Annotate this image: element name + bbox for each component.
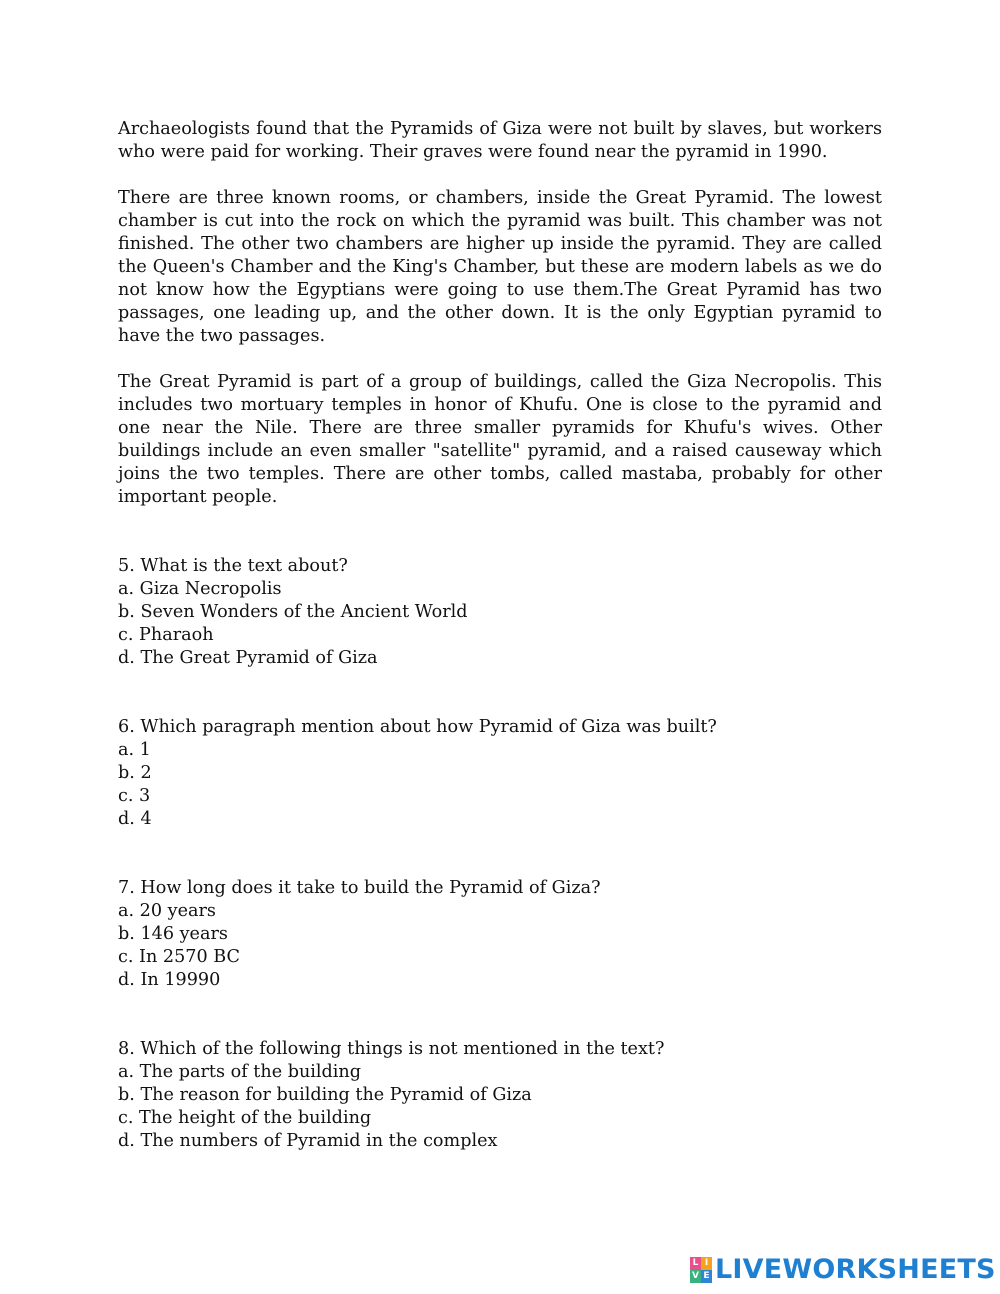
question-5 xyxy=(118,555,882,670)
option-c[interactable]: c. 3 xyxy=(118,786,151,806)
logo-text: LIVEWORKSHEETS xyxy=(715,1254,996,1285)
logo-badge-letter: L xyxy=(690,1257,701,1270)
paragraph-3: The Great Pyramid is part of a group of buildings, called the Giza Necropolis. This includes two mortuary temples in honor of Khufu. One is close to the pyramid and one near the Nile. There are three smaller pyramids for Khufu's wives. Other buildings include an even smaller "satellite" pyramid, and a raised causeway which joins the two temples. There are other tombs, called mastaba, probably for other important people. xyxy=(118,372,882,507)
logo-badge-letter: E xyxy=(701,1270,712,1283)
logo-badge-letter: V xyxy=(690,1270,701,1283)
option-d[interactable]: d. 4 xyxy=(118,809,152,829)
option-c[interactable]: c. In 2570 BC xyxy=(118,947,240,967)
question-text: 6. Which paragraph mention about how Pyramid of Giza was built? xyxy=(118,717,717,737)
option-c[interactable]: c. Pharaoh xyxy=(118,625,214,645)
option-b[interactable]: b. The reason for building the Pyramid of Giza xyxy=(118,1085,532,1105)
option-b[interactable]: b. Seven Wonders of the Ancient World xyxy=(118,602,468,622)
option-a[interactable]: a. The parts of the building xyxy=(118,1062,362,1082)
question-text: 8. Which of the following things is not mentioned in the text? xyxy=(118,1039,665,1059)
logo-badge-icon xyxy=(690,1257,712,1283)
liveworksheets-logo xyxy=(690,1253,996,1287)
option-d[interactable]: d. In 19990 xyxy=(118,970,221,990)
worksheet-page xyxy=(118,118,882,1153)
option-a[interactable]: a. 1 xyxy=(118,740,151,760)
option-d[interactable]: d. The Great Pyramid of Giza xyxy=(118,648,378,668)
question-text: 5. What is the text about? xyxy=(118,556,348,576)
logo-badge-letter: I xyxy=(701,1257,712,1270)
option-a[interactable]: a. 20 years xyxy=(118,901,216,921)
option-b[interactable]: b. 2 xyxy=(118,763,152,783)
paragraph-2: There are three known rooms, or chambers, inside the Great Pyramid. The lowest chamber is cut into the rock on which the pyramid was built. This chamber was not finished. The other two chambers are higher up inside the pyramid. They are called the Queen's Chamber and the King's Chamber, but these are modern labels as we do not know how the Egyptians were going to use them.The Great Pyramid has two passages, one leading up, and the other down. It is the only Egyptian pyramid to have the two passages. xyxy=(118,188,882,346)
option-d[interactable]: d. The numbers of Pyramid in the complex xyxy=(118,1131,498,1151)
question-6 xyxy=(118,716,882,831)
option-a[interactable]: a. Giza Necropolis xyxy=(118,579,282,599)
option-b[interactable]: b. 146 years xyxy=(118,924,228,944)
paragraph-1: Archaeologists found that the Pyramids of Giza were not built by slaves, but workers who were paid for working. Their graves were found near the pyramid in 1990. xyxy=(118,119,882,162)
question-text: 7. How long does it take to build the Pyramid of Giza? xyxy=(118,878,601,898)
option-c[interactable]: c. The height of the building xyxy=(118,1108,372,1128)
question-8 xyxy=(118,1038,882,1153)
question-7 xyxy=(118,877,882,992)
